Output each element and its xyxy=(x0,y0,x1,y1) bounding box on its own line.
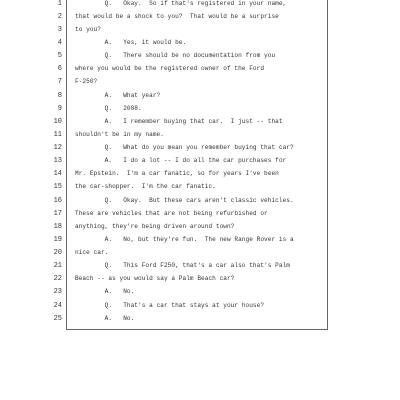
transcript-line: Q. 2008. xyxy=(75,105,142,112)
transcript-line: Beach -- as you would say a Palm Beach car? xyxy=(75,275,235,282)
line-number: 3 xyxy=(57,26,62,34)
line-number: 2 xyxy=(57,13,62,21)
transcript-line: Q. This Ford F250, that's a car also that's Palm xyxy=(75,262,290,269)
line-number: 15 xyxy=(53,183,62,191)
line-number: 21 xyxy=(53,262,62,270)
line-number: 23 xyxy=(53,288,62,296)
line-number: 25 xyxy=(53,315,62,323)
transcript-line: A. No. xyxy=(75,315,135,322)
line-number: 4 xyxy=(57,39,62,47)
line-number: 12 xyxy=(53,144,62,152)
transcript-line: A. No, but they're fun. The new Range Rover is a xyxy=(75,236,294,243)
line-number: 24 xyxy=(53,302,62,310)
line-number: 20 xyxy=(53,249,62,257)
transcript-body xyxy=(75,0,325,400)
transcript-line: Q. What do you mean you remember buying that car? xyxy=(75,144,294,151)
line-number: 17 xyxy=(53,210,62,218)
line-number: 7 xyxy=(57,78,62,86)
transcript-line: A. Yes, it would be. xyxy=(75,39,187,46)
transcript-line: anything, they're being driven around town? xyxy=(75,223,235,230)
transcript-line: to you? xyxy=(75,26,101,33)
transcript-line: Q. There should be no documentation from you xyxy=(75,52,276,59)
line-number: 19 xyxy=(53,236,62,244)
transcript-line: Q. Okay. So if that's registered in your name, xyxy=(75,0,287,7)
transcript-line: the car-shopper. I'm the car fanatic. xyxy=(75,183,216,190)
line-number: 1 xyxy=(57,0,62,8)
line-number: 9 xyxy=(57,105,62,113)
transcript-line: that would be a shock to you? That would be a surprise xyxy=(75,13,279,20)
transcript-line: nice car. xyxy=(75,249,109,256)
line-number: 14 xyxy=(53,170,62,178)
transcript-line: Mr. Epstein. I'm a car fanatic, so for years I've been xyxy=(75,170,279,177)
line-number: 6 xyxy=(57,65,62,73)
transcript-line: A. I remember buying that car. I just -- that xyxy=(75,118,283,125)
line-number: 22 xyxy=(53,275,62,283)
transcript-line: A. I do a lot -- I do all the car purchases for xyxy=(75,157,287,164)
transcript-line: A. No. xyxy=(75,288,135,295)
line-number: 8 xyxy=(57,92,62,100)
transcript-line: F-250? xyxy=(75,78,98,85)
line-number: 10 xyxy=(53,118,62,126)
line-number: 13 xyxy=(53,157,62,165)
transcript-line: Q. Okay. But these cars aren't classic vehicles. xyxy=(75,197,294,204)
line-number-column xyxy=(0,0,62,400)
line-number: 18 xyxy=(53,223,62,231)
line-number: 5 xyxy=(57,52,62,60)
transcript-line: A. What year? xyxy=(75,92,161,99)
transcript-line: shouldn't be in my name. xyxy=(75,131,164,138)
transcript-line: These are vehicles that are not being refurbished or xyxy=(75,210,268,217)
transcript-line: Q. That's a car that stays at your house? xyxy=(75,302,265,309)
transcript-line: where you would be the registered owner of the Ford xyxy=(75,65,265,72)
line-number: 16 xyxy=(53,197,62,205)
line-number: 11 xyxy=(53,131,62,139)
